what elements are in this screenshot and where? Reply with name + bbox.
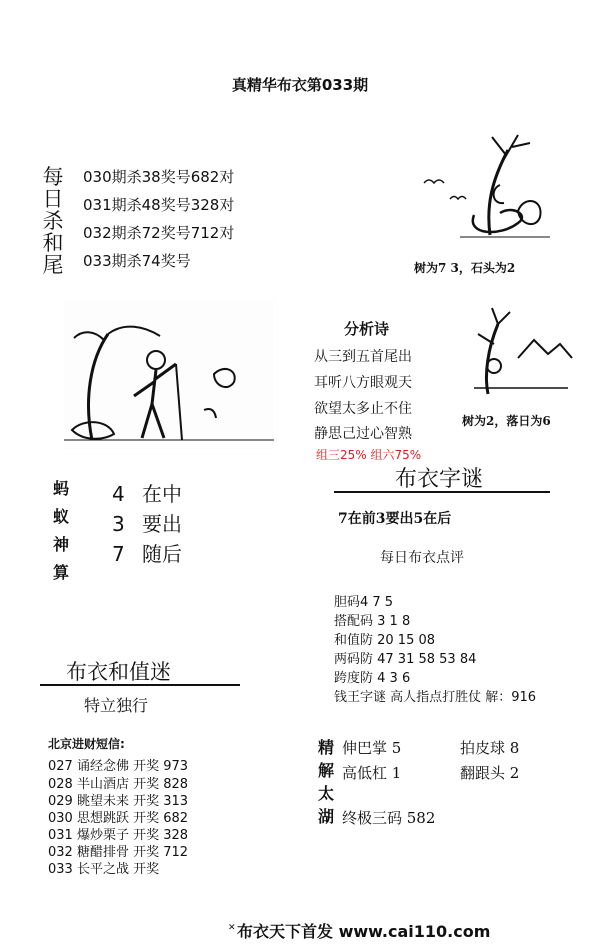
ant-number: 7	[112, 542, 125, 566]
farmer-sketch	[64, 300, 274, 450]
tree-stone-sketch	[420, 125, 560, 245]
sms-title: 北京进财短信:	[48, 737, 125, 751]
value-riddle-heading: 布衣和值迷	[66, 660, 171, 684]
ant-label-char: 蚂	[52, 479, 69, 498]
lake-label-char: 湖	[317, 807, 334, 826]
lake-item: 伸巴掌 5	[342, 739, 402, 757]
ant-row	[112, 508, 182, 537]
poem-line: 静思己过心智熟	[314, 426, 412, 442]
ant-number: 3	[112, 512, 125, 536]
daily-kill-line: 032期杀72奖号712对	[83, 224, 235, 242]
daily-kill-label	[40, 166, 66, 276]
ant-label	[48, 475, 74, 587]
ant-label-char: 蚁	[52, 507, 69, 526]
poem-line: 欲望太多止不住	[314, 401, 412, 417]
lake-label-char: 太	[317, 784, 334, 803]
ant-row	[112, 538, 182, 567]
riddle-heading: 布衣字谜	[394, 467, 483, 492]
lake-label-char: 解	[317, 761, 334, 780]
lake-label	[315, 736, 337, 828]
lake-item: 终极三码 582	[342, 809, 436, 827]
daily-kill-label-char: 每	[42, 165, 64, 189]
review-line: 搭配码 3 1 8	[334, 614, 411, 629]
lake-item: 翻跟头 2	[460, 764, 520, 782]
ant-row	[112, 478, 182, 507]
tree-sunset-sketch	[464, 304, 574, 404]
footer-mark-icon: ✕	[228, 923, 236, 933]
poem-line: 从三到五首尾出	[314, 349, 412, 365]
daily-kill-label-char: 尾	[42, 253, 64, 277]
ant-label-char: 算	[52, 563, 69, 582]
daily-kill-line: 030期杀38奖号682对	[83, 168, 235, 186]
poem-line: 耳听八方眼观天	[314, 375, 412, 391]
daily-kill-label-char: 和	[42, 231, 64, 255]
review-line: 跨度防 4 3 6	[334, 671, 411, 686]
daily-kill-line: 033期杀74奖号	[83, 252, 191, 270]
ant-text: 在中	[142, 482, 182, 506]
riddle-text: 7在前3要出5在后	[338, 511, 452, 527]
sms-line: 033 长平之战 开奖	[48, 862, 160, 877]
tree-sunset-caption: 树为2，落日为6	[462, 414, 551, 428]
sms-line: 027 诵经念佛 开奖 973	[48, 759, 189, 774]
value-riddle-answer: 特立独行	[84, 696, 149, 715]
lake-item: 拍皮球 8	[460, 739, 520, 757]
page-title: 真精华布衣第033期	[231, 76, 369, 94]
sms-line: 031 爆炒栗子 开奖 328	[48, 828, 189, 843]
review-line: 胆码4 7 5	[334, 595, 394, 610]
poem-title: 分析诗	[344, 320, 390, 338]
sms-line: 032 糖醋排骨 开奖 712	[48, 845, 189, 860]
sms-line: 028 半山酒店 开奖 828	[48, 777, 189, 792]
daily-kill-line: 031期杀48奖号328对	[83, 196, 235, 214]
sms-line: 029 眺望未来 开奖 313	[48, 794, 189, 809]
daily-kill-label-char: 日	[42, 187, 64, 211]
ant-label-char: 神	[52, 535, 69, 554]
sms-line: 030 思想跳跃 开奖 682	[48, 811, 189, 826]
ant-text: 随后	[142, 542, 182, 566]
ant-text: 要出	[142, 512, 182, 536]
lake-item: 高低杠 1	[342, 764, 402, 782]
tree-stone-caption: 树为7 3，石头为2	[414, 261, 516, 275]
group-ratio: 组三25% 组六75%	[316, 448, 422, 462]
riddle-divider	[334, 491, 550, 493]
review-line: 和值防 20 15 08	[334, 633, 436, 648]
lake-label-char: 精	[317, 738, 334, 757]
ant-number: 4	[112, 482, 125, 506]
review-line: 钱王字谜 高人指点打胜仗 解：916	[334, 690, 537, 705]
footer-banner: 布衣天下首发 www.cai110.com	[237, 922, 491, 941]
value-riddle-divider	[40, 684, 240, 686]
daily-kill-label-char: 杀	[42, 209, 64, 233]
review-line: 两码防 47 31 58 53 84	[334, 652, 477, 667]
review-title: 每日布衣点评	[380, 550, 464, 566]
